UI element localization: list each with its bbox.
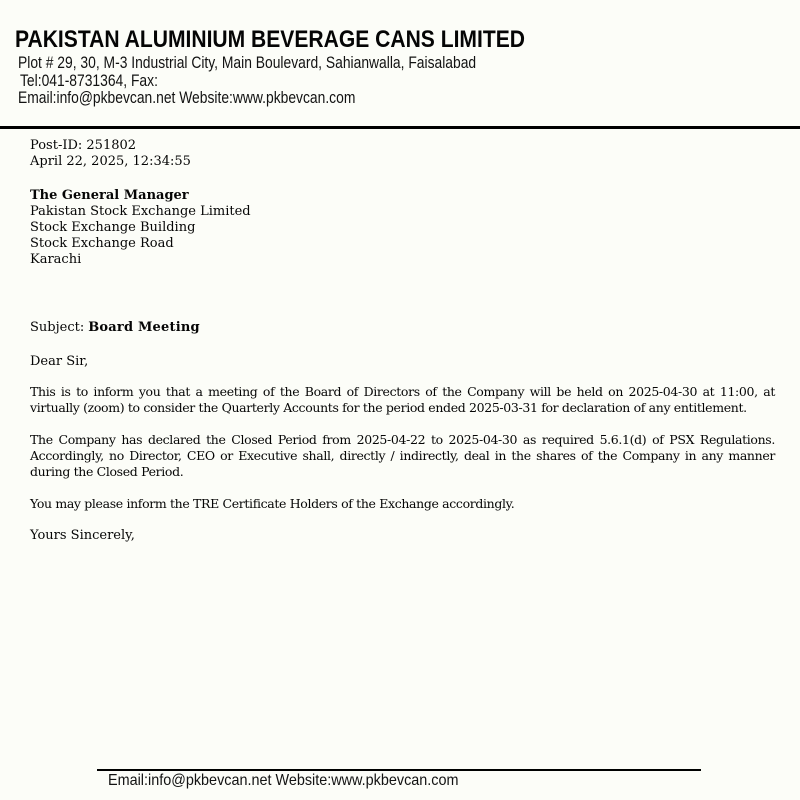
recipient-line: Stock Exchange Road <box>30 236 174 251</box>
recipient-line: The General Manager <box>30 188 189 203</box>
salutation: Dear Sir, <box>30 354 89 369</box>
subject-value: Board Meeting <box>88 320 200 335</box>
footer-contact-line: Email:info@pkbevcan.net Website:www.pkbevcan.com <box>108 772 459 789</box>
header-email-line: Email:info@pkbevcan.net Website:www.pkbevcan.com <box>18 89 356 107</box>
header-telfax-line: Tel:041-8731364, Fax: <box>20 72 158 90</box>
body-paragraph-meeting-notice: This is to inform you that a meeting of the Board of Directors of the Company will be held on 2025-04-30 at 11:00, at virtually (zoom) to consider the Quarterly Accounts for the period ended 2025-03-31 for declaration of any entitlement. <box>30 384 775 415</box>
header-address-line: Plot # 29, 30, M-3 Industrial City, Main Boulevard, Sahianwalla, Faisalabad <box>18 54 477 72</box>
footer-divider-rule <box>97 769 701 771</box>
subject-label: Subject: <box>30 320 85 335</box>
subject-line <box>30 320 200 335</box>
date-line: April 22, 2025, 12:34:55 <box>30 154 191 169</box>
recipient-block <box>30 188 251 268</box>
body-paragraph-closed-period: The Company has declared the Closed Period from 2025-04-22 to 2025-04-30 as required 5.6.1(d) of PSX Regulations. Accordingly, no Director, CEO or Executive shall, directly / indirectly, deal in the shares of the Company in any manner during the Closed Period. <box>30 432 775 479</box>
recipient-line: Pakistan Stock Exchange Limited <box>30 204 251 219</box>
recipient-line: Stock Exchange Building <box>30 220 196 235</box>
recipient-line: Karachi <box>30 252 82 267</box>
post-meta-block <box>30 138 191 170</box>
body-paragraph-tre-note: You may please inform the TRE Certificate Holders of the Exchange accordingly. <box>30 496 515 511</box>
closing-line: Yours Sincerely, <box>30 528 135 543</box>
post-id-line: Post-ID: 251802 <box>30 138 137 153</box>
header-divider-rule <box>0 126 800 129</box>
company-name-heading: PAKISTAN ALUMINIUM BEVERAGE CANS LIMITED <box>15 26 525 53</box>
